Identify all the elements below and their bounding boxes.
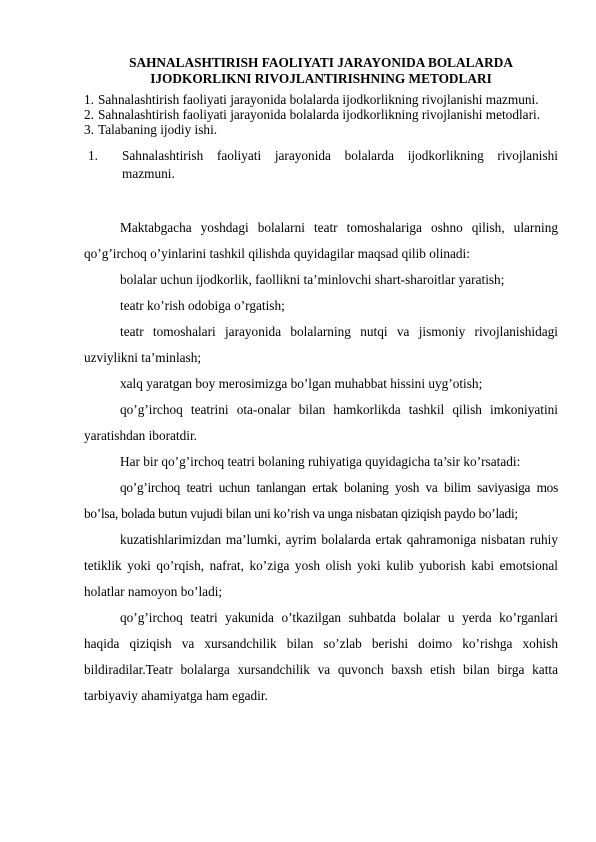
document-page (84, 55, 558, 709)
paragraph: teatr ko’rish odobiga o’rgatish; (120, 298, 285, 313)
paragraph: kuzatishlarimizdan ma’lumki, ayrim bolalarda ertak qahramoniga nisbatan ruhiy tetiklik yoki qo’rqish, nafrat, ko’ziga yosh olish yoki kulib yuborish kabi emotsional holatlar namoyon bo’ladi; (84, 532, 558, 599)
paragraph: bolalar uchun ijodkorlik, faollikni ta’minlovchi shart-sharoitlar yaratish; (120, 272, 505, 287)
plan-item-text: Sahnalashtirish faoliyati jarayonida bolalarda ijodkorlikning rivojlanishi metodlari. (98, 107, 541, 122)
paragraph: qo’g’irchoq teatri yakunida o’tkazilgan suhbatda bolalar u yerda ko’rganlari haqida qiziqish va xursandchilik bilan so’zlab berishi doimo ko’rishga xohish bildiradilar.Teatr bolalarga xursandchilik va quvonch baxsh etish bilan birga katta tarbiyaviy ahamiyatga ham egadir. (84, 610, 558, 703)
paragraph: Maktabgacha yoshdagi bolalarni teatr tomoshalariga oshno qilish, ularning qo’g’irchoq o’yinlarini tashkil qilishda quyidagilar maqsad qilib olinadi: (84, 220, 558, 261)
plan-item-text: Talabaning ijodiy ishi. (98, 122, 218, 137)
paragraph: teatr tomoshalari jarayonida bolalarning nutqi va jismoniy rivojlanishidagi uzviylikni ta’minlash; (84, 324, 558, 365)
plan-item-2 (84, 107, 558, 122)
body-text (84, 215, 558, 709)
plan-item-text: Sahnalashtirish faoliyati jarayonida bolalarda ijodkorlikning rivojlanishi mazmuni. (98, 92, 539, 107)
plan-item-number: 2. (84, 107, 94, 122)
paragraph: qo’g’irchoq teatrini ota-onalar bilan hamkorlikda tashkil qilish imkoniyatini yaratishdan iboratdir. (84, 402, 558, 443)
section-title: Sahnalashtirish faoliyati jarayonida bolalarda ijodkorlikning rivojlanishi mazmuni. (122, 148, 558, 181)
paragraph: Har bir qo’g’irchoq teatri bolaning ruhiyatiga quyidagicha ta’sir ko’rsatadi: (120, 454, 521, 469)
section-number: 1. (88, 148, 98, 163)
section-heading (84, 147, 558, 183)
title-line-2: IJODKORLIKNI RIVOJLANTIRISHNING METODLARI (150, 71, 492, 86)
plan-item-number: 1. (84, 92, 94, 107)
paragraph: qo’g’irchoq teatri uchun tanlangan ertak bolaning yosh va bilim saviyasiga mos bo’lsa, bolada butun vujudi bilan uni ko’rish va unga nisbatan qiziqish paydo bo’ladi; (84, 480, 558, 521)
plan-item-3 (84, 122, 558, 137)
plan-item-number: 3. (84, 122, 94, 137)
plan-item-1 (84, 92, 558, 107)
document-title (84, 55, 558, 87)
title-line-1: SAHNALASHTIRISH FAOLIYATI JARAYONIDA BOLALARDA (129, 55, 513, 70)
paragraph: xalq yaratgan boy merosimizga bo’lgan muhabbat hissini uyg’otish; (120, 376, 483, 391)
plan-list (84, 92, 558, 137)
